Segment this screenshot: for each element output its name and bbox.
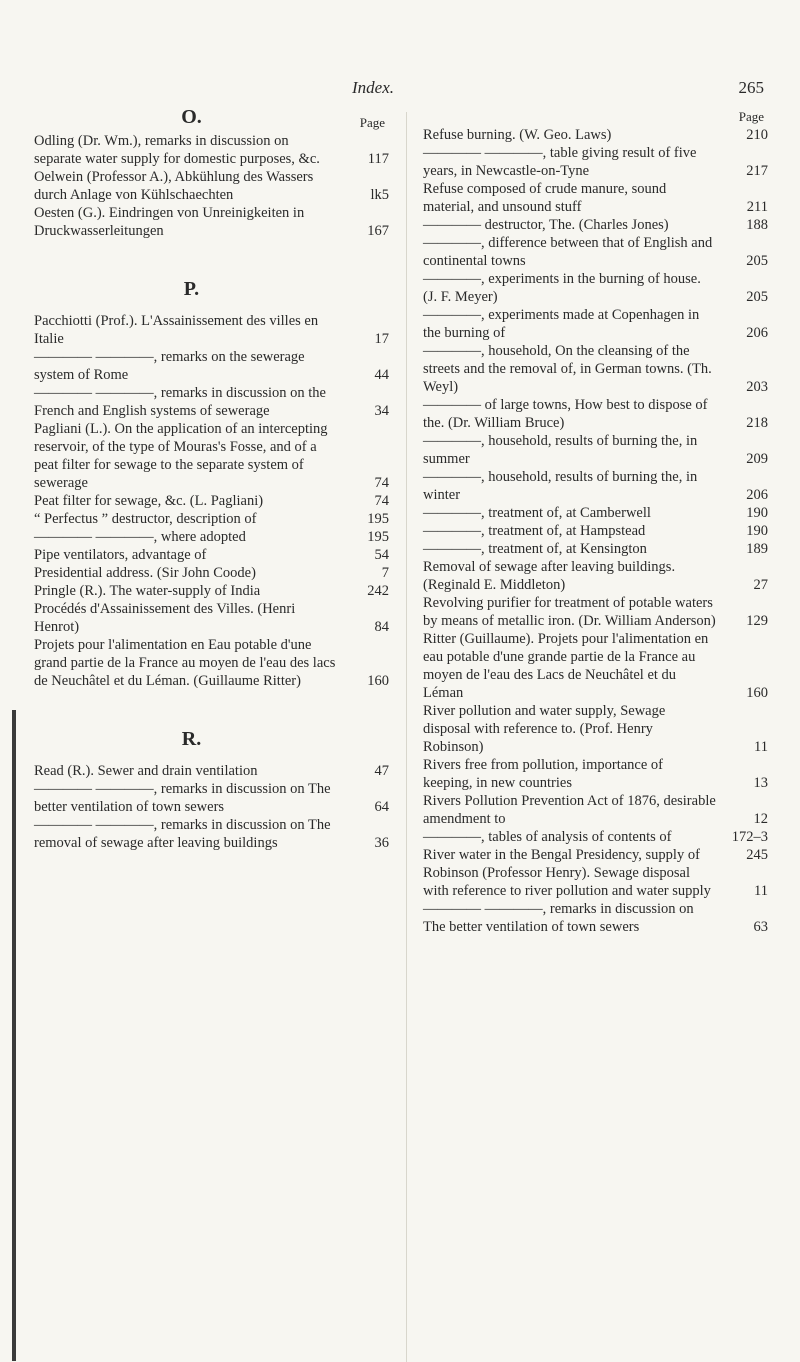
entry-text: Read (R.). Sewer and drain ventilation: [34, 763, 258, 779]
entry-page-number: 195: [367, 529, 389, 545]
index-entry: [34, 816, 389, 852]
right-column: [423, 108, 768, 936]
entry-text: ————, experiments in the burning of house. (J. F. Meyer): [423, 271, 701, 305]
index-entry: [34, 528, 389, 546]
entry-text: ———— ————, remarks in discussion on the French and English systems of sewerage: [34, 385, 326, 419]
index-entry: [34, 168, 389, 204]
entry-text: Revolving purifier for treatment of potable waters by means of metallic iron. (Dr. William Anderson): [423, 595, 716, 629]
entry-page-number: 160: [367, 673, 389, 689]
entry-page-number: 63: [753, 919, 768, 935]
section-letter: P.: [183, 278, 200, 300]
header-title: Index.: [352, 78, 395, 97]
index-entry: [423, 234, 768, 270]
index-entry: [34, 510, 389, 528]
entry-text: ————, treatment of, at Kensington: [423, 541, 647, 557]
entry-page-number: 74: [374, 475, 389, 491]
entry-text: ————, treatment of, at Camberwell: [423, 505, 651, 521]
entry-text: Refuse burning. (W. Geo. Laws): [423, 127, 612, 143]
page-edge-shadow: [12, 710, 16, 1361]
entry-text: Pacchiotti (Prof.). L'Assainissement des villes en Italie: [34, 313, 319, 347]
index-entry: [423, 594, 768, 630]
index-entry: [423, 522, 768, 540]
entry-text: Pagliani (L.). On the application of an intercepting reservoir, of the type of Mouras's Fosse, and of a peat filter for sewage to the separate system of sewerage: [34, 421, 328, 491]
entry-page-number: 195: [367, 511, 389, 527]
index-entry: [423, 468, 768, 504]
entry-page-number: lk5: [370, 187, 389, 203]
entry-page-number: 129: [746, 613, 768, 629]
entry-text: Oesten (G.). Eindringen von Unreinigkeiten in Druckwasserleitungen: [34, 205, 305, 239]
entry-page-number: 47: [374, 763, 389, 779]
entry-page-number: 172–3: [731, 829, 768, 845]
index-entry: [34, 564, 389, 582]
entry-text: ————, household, On the cleansing of the streets and the removal of, in German towns. (Th. Weyl): [423, 343, 712, 395]
entry-text: ———— ————, where adopted: [34, 529, 246, 545]
entry-text: Ritter (Guillaume). Projets pour l'alimentation en eau potable d'une grande partie de la France au moyen de l'eau des Lacs de Neuchâtel et du Léman: [423, 631, 709, 701]
index-entry: [34, 492, 389, 510]
index-entry: [423, 864, 768, 900]
entry-text: Rivers Pollution Prevention Act of 1876, desirable amendment to: [423, 793, 716, 827]
entry-page-number: 160: [746, 685, 768, 701]
index-section: [34, 108, 389, 240]
index-entry: [423, 792, 768, 828]
index-section: [34, 730, 389, 852]
index-entry: [423, 126, 768, 144]
index-entry: [34, 348, 389, 384]
index-entry: [423, 144, 768, 180]
index-entry: [423, 900, 768, 936]
entry-text: “ Perfectus ” destructor, description of: [34, 511, 257, 527]
entry-page-number: 242: [367, 583, 389, 599]
index-section: [34, 280, 389, 690]
entry-page-number: 211: [746, 199, 768, 215]
index-entry: [423, 846, 768, 864]
entry-page-number: 190: [746, 523, 768, 539]
index-entry: [423, 504, 768, 522]
index-entry: [34, 780, 389, 816]
entry-page-number: 205: [746, 289, 768, 305]
entry-page-number: 7: [381, 565, 389, 581]
entry-text: Robinson (Professor Henry). Sewage disposal with reference to river pollution and water supply: [423, 865, 711, 899]
header-page-number: 265: [738, 78, 764, 97]
entry-page-number: 117: [367, 151, 389, 167]
index-entry: [34, 420, 389, 492]
left-column: [34, 108, 389, 852]
entry-text: ————, tables of analysis of contents of: [423, 829, 672, 845]
entry-page-number: 206: [746, 325, 768, 341]
index-entry: [34, 384, 389, 420]
section-letter: O.: [181, 106, 202, 128]
entry-text: ———— ————, remarks on the sewerage system of Rome: [34, 349, 305, 383]
entry-page-number: 74: [374, 493, 389, 509]
entry-text: Refuse composed of crude manure, sound material, and unsound stuff: [423, 181, 667, 215]
entry-text: Presidential address. (Sir John Coode): [34, 565, 256, 581]
entry-page-number: 203: [746, 379, 768, 395]
entry-page-number: 210: [746, 127, 768, 143]
entry-page-number: 189: [746, 541, 768, 557]
column-divider: [406, 112, 407, 1362]
index-entry: [423, 396, 768, 432]
index-entry: [34, 204, 389, 240]
index-entry: [423, 558, 768, 594]
index-entry: [34, 762, 389, 780]
index-entry: [423, 630, 768, 702]
entry-text: Pipe ventilators, advantage of: [34, 547, 207, 563]
entry-text: Rivers free from pollution, importance of keeping, in new countries: [423, 757, 663, 791]
entry-page-number: 84: [374, 619, 389, 635]
entry-text: Peat filter for sewage, &c. (L. Pagliani): [34, 493, 264, 509]
entry-page-number: 13: [753, 775, 768, 791]
index-entry: [34, 582, 389, 600]
entry-text: ———— ————, table giving result of five years, in Newcastle-on-Tyne: [423, 145, 697, 179]
index-entry: [423, 342, 768, 396]
index-entry: [34, 636, 389, 690]
entry-page-number: 64: [374, 799, 389, 815]
index-entry: [34, 546, 389, 564]
entry-page-number: 11: [754, 883, 768, 899]
entry-page-number: 27: [753, 577, 768, 593]
index-entry: [423, 306, 768, 342]
entry-text: Removal of sewage after leaving buildings. (Reginald E. Middleton): [423, 559, 676, 593]
entry-page-number: 218: [746, 415, 768, 431]
entry-page-number: 245: [746, 847, 768, 863]
entry-text: ————, household, results of burning the, in summer: [423, 433, 698, 467]
entry-text: ———— ————, remarks in discussion on The removal of sewage after leaving buildings: [34, 817, 331, 851]
entry-text: ———— of large towns, How best to dispose of the. (Dr. William Bruce): [423, 397, 708, 431]
entry-page-number: 206: [746, 487, 768, 503]
index-entry: [423, 432, 768, 468]
index-entry: [423, 270, 768, 306]
index-entry: [34, 600, 389, 636]
section-letter: R.: [181, 728, 202, 750]
entry-text: Oelwein (Professor A.), Abkühlung des Wassers durch Anlage von Kühlschaechten: [34, 169, 314, 203]
entry-text: Procédés d'Assainissement des Villes. (Henri Henrot): [34, 601, 296, 635]
running-header: [0, 78, 800, 100]
page-column-label: Page: [359, 115, 385, 130]
entry-text: Pringle (R.). The water-supply of India: [34, 583, 261, 599]
entry-text: ———— ————, remarks in discussion on The better ventilation of town sewers: [423, 901, 694, 935]
entry-page-number: 36: [374, 835, 389, 851]
entry-text: ———— ————, remarks in discussion on The better ventilation of town sewers: [34, 781, 331, 815]
entry-text: Odling (Dr. Wm.), remarks in discussion on separate water supply for domestic purposes, &c.: [34, 133, 320, 167]
entry-text: River water in the Bengal Presidency, supply of: [423, 847, 700, 863]
entry-page-number: 12: [753, 811, 768, 827]
index-entry: [423, 828, 768, 846]
entry-page-number: 11: [754, 739, 768, 755]
index-entry: [34, 312, 389, 348]
index-entry: [34, 132, 389, 168]
entry-page-number: 205: [746, 253, 768, 269]
index-entry: [423, 180, 768, 216]
entry-text: River pollution and water supply, Sewage disposal with reference to. (Prof. Henry Robinson): [423, 703, 666, 755]
index-entry: [423, 540, 768, 558]
entry-page-number: 44: [374, 367, 389, 383]
index-entry: [423, 702, 768, 756]
page-column-label: Page: [738, 109, 764, 124]
entry-page-number: 209: [746, 451, 768, 467]
entry-text: ————, treatment of, at Hampstead: [423, 523, 646, 539]
entry-page-number: 54: [374, 547, 389, 563]
entry-page-number: 17: [374, 331, 389, 347]
entry-text: ————, experiments made at Copenhagen in the burning of: [423, 307, 700, 341]
entry-page-number: 34: [374, 403, 389, 419]
index-entry: [423, 756, 768, 792]
index-entry: [423, 216, 768, 234]
entry-page-number: 167: [367, 223, 389, 239]
entry-page-number: 190: [746, 505, 768, 521]
entry-page-number: 188: [746, 217, 768, 233]
entry-text: Projets pour l'alimentation en Eau potable d'une grand partie de la France au moyen de l'eau des lacs de Neuchâtel et du Léman. (Guillaume Ritter): [34, 637, 336, 689]
entry-text: ————, household, results of burning the, in winter: [423, 469, 698, 503]
entry-text: ————, difference between that of English and continental towns: [423, 235, 713, 269]
entry-page-number: 217: [746, 163, 768, 179]
entry-text: ———— destructor, The. (Charles Jones): [423, 217, 669, 233]
